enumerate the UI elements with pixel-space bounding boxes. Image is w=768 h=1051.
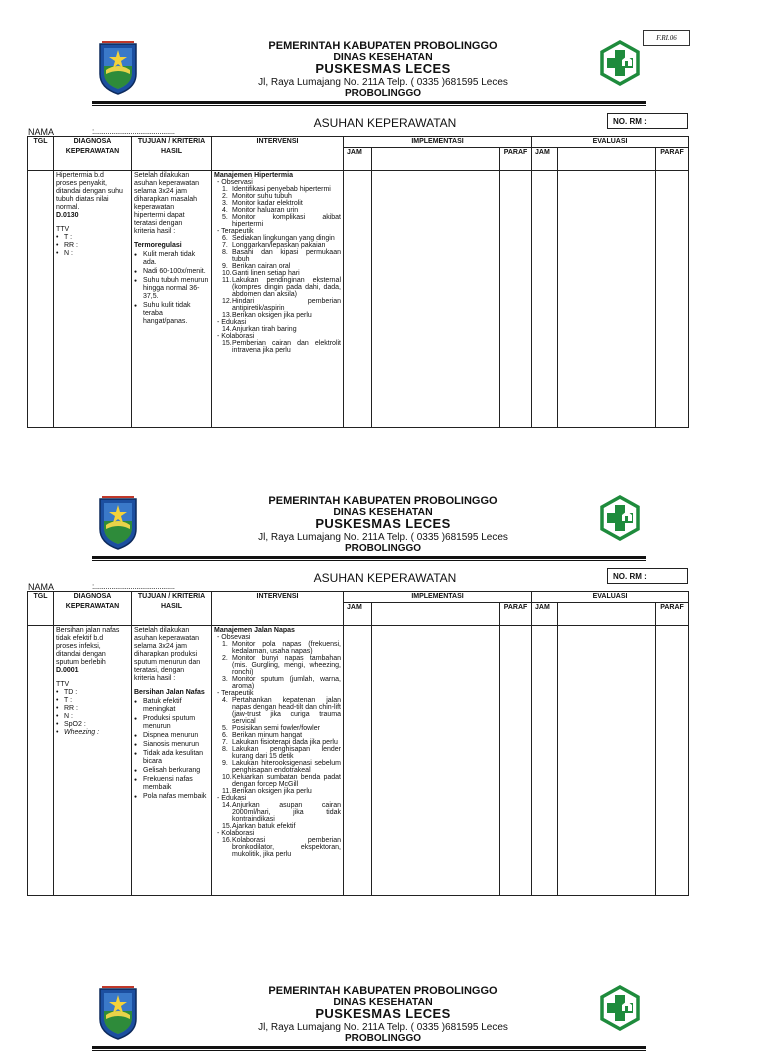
ttv-item <box>56 705 129 713</box>
item-text: Monitor sputum (jumlah, warna, aroma) <box>232 675 341 690</box>
intervensi-item <box>214 641 341 655</box>
intervensi-item <box>214 312 341 319</box>
nama-field[interactable]: :.......................................... <box>92 127 175 136</box>
kop-city: PROBOLINGGO <box>344 543 422 554</box>
tujuan-text: Setelah dilakukan <box>134 626 190 634</box>
item-number: 7. <box>222 241 228 249</box>
bullet-icon: • <box>56 696 59 704</box>
kabupaten-emblem-icon <box>96 985 140 1041</box>
col-tgl: TGL <box>28 137 54 171</box>
eval-paraf-header: PARAF <box>656 602 689 625</box>
bullet-icon: ● <box>134 767 138 774</box>
item-number: 3. <box>222 675 228 683</box>
kriteria-item <box>134 767 209 775</box>
item-text: Lakukan hiterooksigenasi sebelum penghisapan endotrakeal <box>232 759 341 774</box>
impl-text-header <box>372 147 500 170</box>
bullet-icon: ● <box>134 750 138 757</box>
item-number: 10. <box>222 773 232 781</box>
diagnosis-text: normal. <box>56 203 80 211</box>
item-text: Pemberian cairan dan elektrolit intravena jika perlu <box>232 339 341 354</box>
ttv-item-label: RR : <box>64 704 78 712</box>
diagnosis-text: Bersihan jalan nafas <box>56 626 120 634</box>
ttv-item-label: SpO2 : <box>64 720 86 728</box>
item-text: Berikan cairan oral <box>232 262 291 270</box>
item-number: 11. <box>222 787 232 795</box>
kriteria-text: Batuk efektif meningkat <box>143 697 182 713</box>
intervensi-item <box>214 326 341 333</box>
item-text: Berikan minum hangat <box>232 731 303 739</box>
kriteria-item <box>134 715 209 731</box>
ttv-item-label: RR : <box>64 241 78 249</box>
col-diagnosa: DIAGNOSA KEPERAWATAN <box>54 137 132 171</box>
diagnosis-text: Hipertermia b.d <box>56 171 104 179</box>
intervensi-section: - Edukasi <box>217 318 247 326</box>
impl-jam-cell[interactable] <box>344 625 372 895</box>
impl-jam-header: JAM <box>344 147 372 170</box>
item-number: 15. <box>222 339 232 347</box>
item-number: 9. <box>222 759 228 767</box>
intervensi-section: - Kolaborasi <box>217 829 255 837</box>
ttv-item-label: Wheezing : <box>64 728 100 736</box>
ttv-item <box>56 242 129 250</box>
kabupaten-emblem-icon <box>96 40 140 96</box>
tgl-cell[interactable] <box>28 625 54 895</box>
kriteria-item <box>134 732 209 740</box>
item-number: 13. <box>222 311 232 319</box>
eval-paraf-header: PARAF <box>656 147 689 170</box>
diagnosis-text: ditandai dengan <box>56 650 106 658</box>
ttv-item <box>56 234 129 242</box>
kop-line-1: PEMERINTAH KABUPATEN PROBOLINGGO <box>268 495 498 507</box>
item-text: Berikan oksigen jika perlu <box>232 311 312 319</box>
intervensi-item <box>214 746 341 760</box>
col-diagnosa: DIAGNOSA KEPERAWATAN <box>54 592 132 626</box>
intervensi-item <box>214 774 341 788</box>
bullet-icon: ● <box>134 277 138 284</box>
tujuan-text: teratasi, dengan <box>134 666 185 674</box>
item-number: 5. <box>222 213 228 221</box>
item-number: 6. <box>222 234 228 242</box>
impl-text-cell[interactable] <box>372 625 500 895</box>
impl-jam-header: JAM <box>344 602 372 625</box>
intervensi-section: - Kolaborasi <box>217 332 255 340</box>
diagnosis-text: sputum berlebih <box>56 658 106 666</box>
intervensi-title: Manajemen Jalan Napas <box>214 626 295 634</box>
intervensi-item <box>214 298 341 312</box>
kriteria-item <box>134 750 209 766</box>
intervensi-item <box>214 725 341 732</box>
kriteria-text: Sianosis menurun <box>143 740 200 748</box>
item-text: Longgarkan/lepaskan pakaian <box>232 241 326 249</box>
kop-divider-thin <box>92 560 646 561</box>
ttv-item <box>56 697 129 705</box>
kriteria-text: Pola nafas membaik <box>143 792 207 800</box>
kriteria-text: Nadi 60-100x/menit. <box>143 267 206 275</box>
item-text: Monitor bunyi napas tambahan (mis. Gurgling, mengi, wheezing, ronchi) <box>232 654 341 676</box>
item-text: Ajarkan batuk efektif <box>232 822 296 830</box>
item-number: 14. <box>222 325 232 333</box>
kop-divider <box>92 1046 646 1049</box>
intervensi-section: - Observasi <box>217 178 253 186</box>
ttv-label: TTV <box>56 225 70 233</box>
item-text: Kolaborasi pemberian bronkodilator, ekspektoran, mukolitik, jika perlu <box>232 836 341 858</box>
ttv-item <box>56 689 129 697</box>
diagnosa-cell[interactable] <box>54 625 132 895</box>
bullet-icon: • <box>56 249 59 257</box>
kop-divider <box>92 101 646 104</box>
intervensi-item <box>214 186 341 193</box>
eval-paraf-cell[interactable] <box>656 625 689 895</box>
item-text: Pertahankan kepatenan jalan napas dengan head-tilt dan chin-lift (jaw-trust jika curiga trauma servical <box>232 696 341 725</box>
kop-line-1: PEMERINTAH KABUPATEN PROBOLINGGO <box>268 40 498 52</box>
item-number: 10. <box>222 269 232 277</box>
ttv-item-label: T : <box>64 696 73 704</box>
kriteria-text: Suhu kulit tidak teraba hangat/panas. <box>143 301 191 325</box>
ttv-label: TTV <box>56 680 70 688</box>
intervensi-item <box>214 340 341 354</box>
impl-paraf-header: PARAF <box>500 602 532 625</box>
col-implementasi: IMPLEMENTASI <box>344 137 532 148</box>
item-text: Anjurkan asupan cairan 2000ml/hari, jika tidak kontraindikasi <box>232 801 341 823</box>
eval-text-cell[interactable] <box>558 170 656 427</box>
kriteria-item <box>134 251 209 267</box>
bullet-icon: ● <box>134 741 138 748</box>
intervensi-item <box>214 802 341 823</box>
kop-line-2: DINAS KESEHATAN <box>333 506 433 518</box>
kop-line-3: PUSKESMAS LECES <box>315 61 451 76</box>
diagnosis-text: proses penyakit, <box>56 179 107 187</box>
ttv-item-label: N : <box>64 712 73 720</box>
kriteria-item <box>134 793 209 801</box>
item-number: 6. <box>222 731 228 739</box>
ttv-item-label: TD : <box>64 688 78 696</box>
item-text: Ganti linen setiap hari <box>232 269 300 277</box>
kop-line-2: DINAS KESEHATAN <box>333 51 433 63</box>
col-intervensi: INTERVENSI <box>212 592 344 626</box>
kop-address: Jl, Raya Lumajang No. 211A Telp. ( 0335 )681595 Leces <box>258 532 508 543</box>
item-number: 2. <box>222 192 228 200</box>
eval-jam-cell[interactable] <box>532 170 558 427</box>
bullet-icon: • <box>56 720 59 728</box>
tujuan-text: asuhan keperawatan <box>134 179 199 187</box>
tujuan-text: selama 3x24 jam <box>134 642 187 650</box>
diagnosis-text: ditandai dengan suhu <box>56 187 123 195</box>
item-text: Lakukan penghisapan lender kurang dari 15 detik <box>232 745 341 760</box>
ttv-item-label: T : <box>64 233 73 241</box>
intervensi-item <box>214 249 341 263</box>
intervensi-item <box>214 697 341 725</box>
diagnosis-code: D.0001 <box>56 666 79 674</box>
item-number: 14. <box>222 801 232 809</box>
item-number: 9. <box>222 262 228 270</box>
col-evaluasi: EVALUASI <box>532 592 689 603</box>
col-implementasi: IMPLEMENTASI <box>344 592 532 603</box>
kop-city: PROBOLINGGO <box>344 1033 422 1044</box>
eval-jam-cell[interactable] <box>532 625 558 895</box>
intervensi-section: - Terapeutik <box>217 689 254 697</box>
item-number: 11. <box>222 276 232 284</box>
tujuan-cell[interactable] <box>132 170 212 427</box>
ttv-item <box>56 721 129 729</box>
kriteria-item <box>134 698 209 714</box>
care-plan-table <box>27 591 689 896</box>
intervensi-title: Manajemen Hipertermia <box>214 171 293 179</box>
diagnosis-text: tubuh diatas nilai <box>56 195 109 203</box>
bullet-icon: • <box>56 728 59 736</box>
tujuan-text: asuhan keperawatan <box>134 634 199 642</box>
ttv-item <box>56 713 129 721</box>
bullet-icon: ● <box>134 302 138 309</box>
kop-divider-thin <box>92 105 646 106</box>
tujuan-text: diharapkan masalah <box>134 195 198 203</box>
bullet-icon: ● <box>134 251 138 258</box>
item-text: Keluarkan sumbatan benda padat dengan forcep McGill <box>232 773 341 788</box>
tujuan-cell[interactable] <box>132 625 212 895</box>
intervensi-item <box>214 270 341 277</box>
kop-line-1: PEMERINTAH KABUPATEN PROBOLINGGO <box>268 985 498 997</box>
eval-jam-header: JAM <box>532 147 558 170</box>
intervensi-item <box>214 732 341 739</box>
item-text: Monitor pola napas (frekuensi, kedalaman, usaha napas) <box>232 640 341 655</box>
col-intervensi: INTERVENSI <box>212 137 344 171</box>
tujuan-text: kriteria hasil : <box>134 674 176 682</box>
intervensi-section: - Edukasi <box>217 794 247 802</box>
no-rm-field[interactable]: NO. RM : <box>607 113 688 129</box>
eval-text-header <box>558 147 656 170</box>
kop-line-3: PUSKESMAS LECES <box>315 1006 451 1021</box>
tujuan-text: diharapkan produksi <box>134 650 198 658</box>
tujuan-text: kriteria hasil : <box>134 227 176 235</box>
item-number: 16. <box>222 836 232 844</box>
kop-address: Jl, Raya Lumajang No. 211A Telp. ( 0335 )681595 Leces <box>258 1022 508 1033</box>
kop-address: Jl, Raya Lumajang No. 211A Telp. ( 0335 )681595 Leces <box>258 77 508 88</box>
ttv-item-label: N : <box>64 249 73 257</box>
item-number: 1. <box>222 185 228 193</box>
item-text: Lakukan pendinginan eksternal (kompres dingin pada dahi, dada, abdomen dan aksila) <box>232 276 341 298</box>
tujuan-text: keperawatan <box>134 203 175 211</box>
item-text: Sediakan lingkungan yang dingin <box>232 234 335 242</box>
tujuan-text: selama 3x24 jam <box>134 187 187 195</box>
nama-label: NAMA <box>28 582 55 592</box>
eval-jam-header: JAM <box>532 602 558 625</box>
diagnosis-text: tidak efektif b.d <box>56 634 104 642</box>
diagnosis-text: proses infeksi, <box>56 642 101 650</box>
no-rm-field[interactable]: NO. RM : <box>607 568 688 584</box>
kop-divider <box>92 556 646 559</box>
care-plan-table <box>27 136 689 428</box>
kriteria-text: Frekuensi nafas membaik <box>143 775 193 791</box>
impl-paraf-cell[interactable] <box>500 170 532 427</box>
item-number: 7. <box>222 738 228 746</box>
item-text: Posisikan semi fowler/fowler <box>232 724 320 732</box>
diagnosis-code: D.0130 <box>56 211 79 219</box>
item-text: Berikan oksigen jika perlu <box>232 787 312 795</box>
bullet-icon: • <box>56 688 59 696</box>
item-number: 8. <box>222 248 228 256</box>
kop-city: PROBOLINGGO <box>344 88 422 99</box>
eval-paraf-cell[interactable] <box>656 170 689 427</box>
intervensi-item <box>214 760 341 774</box>
item-text: Monitor komplikasi akibat hipertermi <box>232 213 341 228</box>
intervensi-item <box>214 739 341 746</box>
item-number: 8. <box>222 745 228 753</box>
kriteria-item <box>134 277 209 301</box>
bullet-icon: ● <box>134 268 138 275</box>
kriteria-heading: Termoregulasi <box>134 241 182 249</box>
intervensi-item <box>214 235 341 242</box>
intervensi-section: - Obsevasi <box>217 633 251 641</box>
intervensi-cell[interactable] <box>212 170 344 427</box>
impl-paraf-cell[interactable] <box>500 625 532 895</box>
bullet-icon: ● <box>134 715 138 722</box>
form-code: F.RI.06 <box>643 30 690 46</box>
bullet-icon: • <box>56 233 59 241</box>
diagnosa-cell[interactable] <box>54 170 132 427</box>
kriteria-item <box>134 776 209 792</box>
item-text: Identifikasi penyebab hipertermi <box>232 185 331 193</box>
impl-text-header <box>372 602 500 625</box>
item-text: Monitor suhu tubuh <box>232 192 292 200</box>
item-text: Monitor kadar elektrolit <box>232 199 303 207</box>
item-number: 5. <box>222 724 228 732</box>
document-title: ASUHAN KEPERAWATAN <box>313 116 457 130</box>
col-tgl: TGL <box>28 592 54 626</box>
kop-line-2: DINAS KESEHATAN <box>333 996 433 1008</box>
kriteria-item <box>134 268 209 276</box>
item-number: 4. <box>222 696 228 704</box>
intervensi-section: - Terapeutik <box>217 227 254 235</box>
bullet-icon: ● <box>134 732 138 739</box>
kriteria-text: Tidak ada kesulitan bicara <box>143 749 204 765</box>
ttv-item <box>56 729 129 737</box>
document-title: ASUHAN KEPERAWATAN <box>313 571 457 585</box>
intervensi-item <box>214 214 341 228</box>
kriteria-item <box>134 302 209 326</box>
tujuan-text: Setelah dilakukan <box>134 171 190 179</box>
col-tujuan: TUJUAN / KRITERIA HASIL <box>132 592 212 626</box>
intervensi-cell[interactable] <box>212 625 344 895</box>
intervensi-item <box>214 263 341 270</box>
intervensi-item <box>214 837 341 858</box>
impl-jam-cell[interactable] <box>344 170 372 427</box>
item-number: 15. <box>222 822 232 830</box>
tujuan-text: sputum menurun dan <box>134 658 201 666</box>
bullet-icon: ● <box>134 793 138 800</box>
kriteria-heading: Bersihan Jalan Nafas <box>134 688 205 696</box>
kriteria-text: Produksi sputum menurun <box>143 714 196 730</box>
kop-line-3: PUSKESMAS LECES <box>315 516 451 531</box>
item-text: Basahi dan kipasi permukaan tubuh <box>232 248 341 263</box>
kriteria-text: Dispnea menurun <box>143 731 199 739</box>
tujuan-text: teratasi dengan <box>134 219 183 227</box>
item-number: 12. <box>222 297 232 305</box>
item-number: 4. <box>222 206 228 214</box>
intervensi-item <box>214 207 341 214</box>
intervensi-item <box>214 655 341 676</box>
kabupaten-emblem-icon <box>96 495 140 551</box>
bullet-icon: • <box>56 704 59 712</box>
intervensi-item <box>214 676 341 690</box>
item-number: 3. <box>222 199 228 207</box>
nama-field[interactable]: :.......................................... <box>92 582 175 591</box>
bullet-icon: ● <box>134 698 138 705</box>
bullet-icon: ● <box>134 776 138 783</box>
eval-text-header <box>558 602 656 625</box>
impl-text-cell[interactable] <box>372 170 500 427</box>
item-text: Anjurkan tirah baring <box>232 325 297 333</box>
intervensi-item <box>214 193 341 200</box>
col-tujuan: TUJUAN / KRITERIA HASIL <box>132 137 212 171</box>
kriteria-text: Suhu tubuh menurun hingga normal 36-37,5. <box>143 276 209 300</box>
bullet-icon: • <box>56 712 59 720</box>
item-text: Hindari pemberian antipiretik/aspirin <box>232 297 341 312</box>
eval-text-cell[interactable] <box>558 625 656 895</box>
item-number: 1. <box>222 640 228 648</box>
intervensi-item <box>214 200 341 207</box>
tujuan-text: hipertermi dapat <box>134 211 185 219</box>
intervensi-item <box>214 823 341 830</box>
col-evaluasi: EVALUASI <box>532 137 689 148</box>
item-text: Lakukan fisioterapi dada jika perlu <box>232 738 338 746</box>
item-text: Monitor haluaran urin <box>232 206 299 214</box>
kriteria-text: Gelisah berkurang <box>143 766 201 774</box>
nama-label: NAMA <box>28 127 55 137</box>
intervensi-item <box>214 277 341 298</box>
ttv-item <box>56 250 129 258</box>
intervensi-item <box>214 242 341 249</box>
kriteria-text: Kulit merah tidak ada. <box>143 250 196 266</box>
impl-paraf-header: PARAF <box>500 147 532 170</box>
kriteria-item <box>134 741 209 749</box>
tgl-cell[interactable] <box>28 170 54 427</box>
bullet-icon: • <box>56 241 59 249</box>
item-number: 2. <box>222 654 228 662</box>
intervensi-item <box>214 788 341 795</box>
